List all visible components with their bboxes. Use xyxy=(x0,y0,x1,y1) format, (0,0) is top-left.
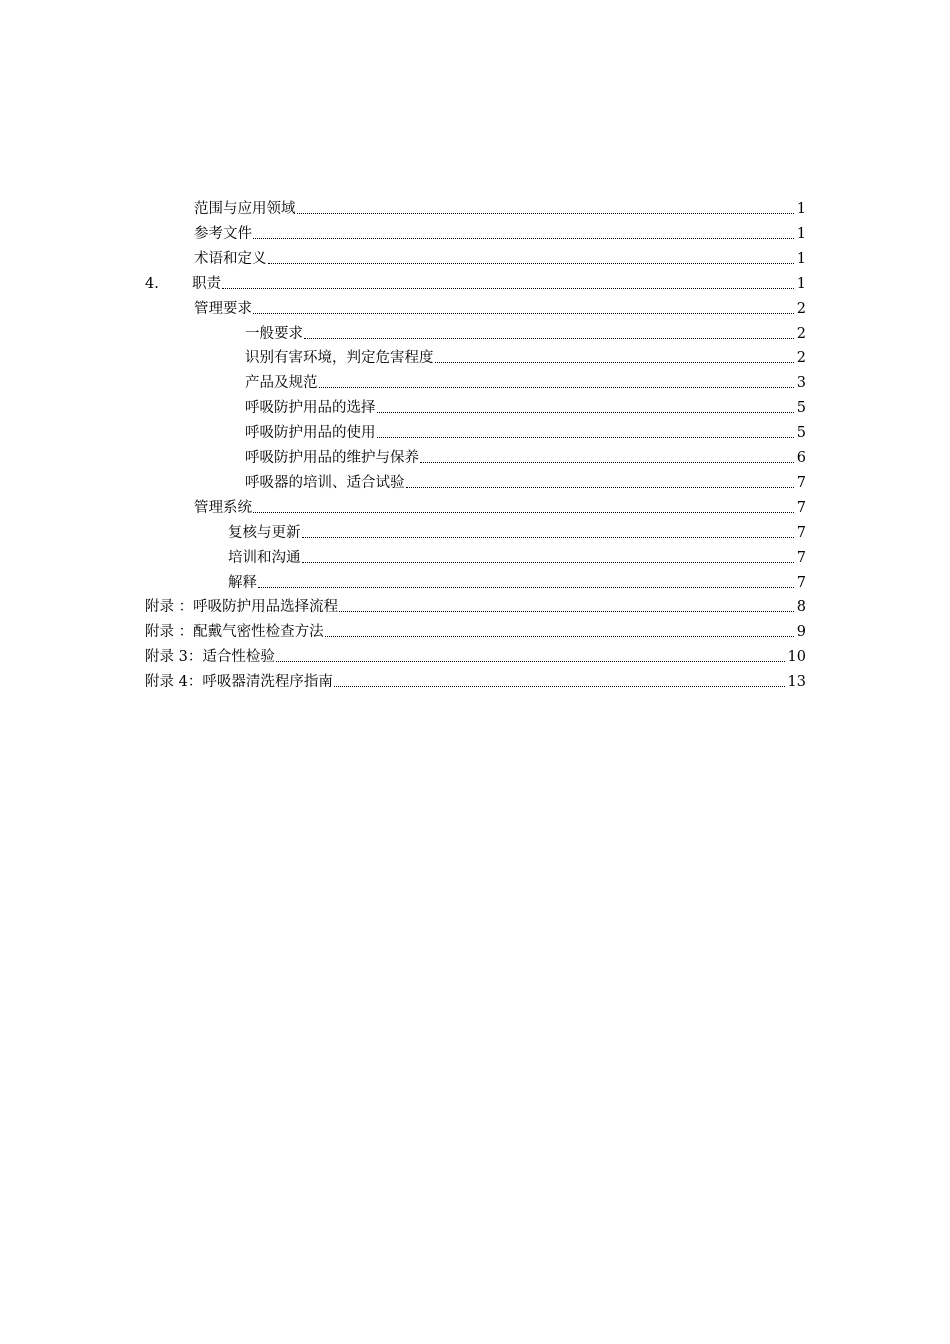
toc-title xyxy=(0,147,950,173)
toc-entry[interactable] xyxy=(145,593,806,617)
toc-entry-label: 解释 xyxy=(228,575,257,591)
toc-entry-page: 3 xyxy=(796,375,806,391)
toc-entry-page: 7 xyxy=(796,475,806,491)
toc-entry[interactable] xyxy=(228,519,806,543)
toc-dot-leader xyxy=(377,411,794,413)
toc-entry-label: 附录 3：适合性检验 xyxy=(145,649,275,665)
toc-entry-page: 9 xyxy=(796,624,806,640)
toc-entry[interactable] xyxy=(245,469,806,493)
toc-entry[interactable] xyxy=(194,220,806,244)
toc-entry[interactable] xyxy=(194,494,806,518)
toc-entry-page: 1 xyxy=(796,251,806,267)
toc-entry-label: 管理要求 xyxy=(194,301,252,317)
toc-entry[interactable] xyxy=(245,320,806,344)
toc-entry-page: 2 xyxy=(796,301,806,317)
toc-entry[interactable] xyxy=(228,544,806,568)
toc-entry-label: 附录 ：配戴气密性检查方法 xyxy=(145,624,324,640)
toc-dot-leader xyxy=(435,361,794,363)
toc-dot-leader xyxy=(258,586,794,588)
toc-entry-label: 产品及规范 xyxy=(245,375,318,391)
toc-dot-leader xyxy=(276,660,785,662)
toc-entry-label: 复核与更新 xyxy=(228,525,301,541)
toc-dot-leader xyxy=(253,237,794,239)
toc-entry-label: 职责 xyxy=(192,276,221,292)
toc-entry-label: 附录 ：呼吸防护用品选择流程 xyxy=(145,599,339,615)
toc-entry-page: 1 xyxy=(796,201,806,217)
toc-entry-number: 4. xyxy=(145,276,159,292)
toc-dot-leader xyxy=(253,511,794,513)
toc-entry[interactable] xyxy=(145,270,806,294)
toc-entry-label: 培训和沟通 xyxy=(228,550,301,566)
toc-entry-label: 呼吸防护用品的选择 xyxy=(245,400,376,416)
toc-entry-page: 8 xyxy=(796,599,806,615)
toc-entry[interactable] xyxy=(228,569,806,593)
toc-entry-label: 识别有害环境，判定危害程度 xyxy=(245,350,434,366)
toc-entry-page: 10 xyxy=(787,649,806,665)
toc-entry-page: 2 xyxy=(796,326,806,342)
toc-dot-leader xyxy=(302,536,794,538)
toc-entry-page: 7 xyxy=(796,575,806,591)
toc-entry[interactable] xyxy=(194,245,806,269)
toc-entry-label: 呼吸防护用品的使用 xyxy=(245,425,376,441)
toc-entry-page: 7 xyxy=(796,550,806,566)
toc-entry-page: 7 xyxy=(796,525,806,541)
toc-entry-page: 5 xyxy=(796,400,806,416)
toc-entry-page: 1 xyxy=(796,226,806,242)
toc-dot-leader xyxy=(377,436,794,438)
toc-entry[interactable] xyxy=(245,419,806,443)
toc-entry[interactable] xyxy=(245,344,806,368)
toc-entry-page: 2 xyxy=(796,350,806,366)
toc-entry-page: 7 xyxy=(796,500,806,516)
toc-dot-leader xyxy=(319,386,794,388)
toc-entry[interactable] xyxy=(145,618,806,642)
toc-entry[interactable] xyxy=(245,369,806,393)
toc-dot-leader xyxy=(406,486,794,488)
toc-entry-label: 呼吸防护用品的维护与保养 xyxy=(245,450,419,466)
toc-entry[interactable] xyxy=(245,394,806,418)
toc-dot-leader xyxy=(420,461,794,463)
toc-dot-leader xyxy=(339,610,794,612)
toc-dot-leader xyxy=(304,337,794,339)
toc-entry-label: 附录 4：呼吸器清洗程序指南 xyxy=(145,674,333,690)
toc-entry-page: 1 xyxy=(796,276,806,292)
toc-entry-label: 一般要求 xyxy=(245,326,303,342)
toc-entry[interactable] xyxy=(145,643,806,667)
toc-entry-label: 参考文件 xyxy=(194,226,252,242)
toc-entry-label: 管理系统 xyxy=(194,500,252,516)
toc-entry-label: 呼吸器的培训、适合试验 xyxy=(245,475,405,491)
toc-dot-leader xyxy=(297,212,794,214)
toc-dot-leader xyxy=(253,312,794,314)
toc-dot-leader xyxy=(325,635,794,637)
toc-entry-page: 5 xyxy=(796,425,806,441)
toc-entry[interactable] xyxy=(245,444,806,468)
toc-entry-page: 6 xyxy=(796,450,806,466)
toc-dot-leader xyxy=(222,287,794,289)
toc-dot-leader xyxy=(334,685,785,687)
toc-entry[interactable] xyxy=(194,195,806,219)
toc-entry[interactable] xyxy=(145,668,806,692)
toc-entry[interactable] xyxy=(194,295,806,319)
toc-dot-leader xyxy=(268,262,794,264)
toc-entry-page: 13 xyxy=(787,674,806,690)
toc-entry-label: 术语和定义 xyxy=(194,251,267,267)
toc-dot-leader xyxy=(302,561,794,563)
toc-entry-label: 范围与应用领域 xyxy=(194,201,296,217)
